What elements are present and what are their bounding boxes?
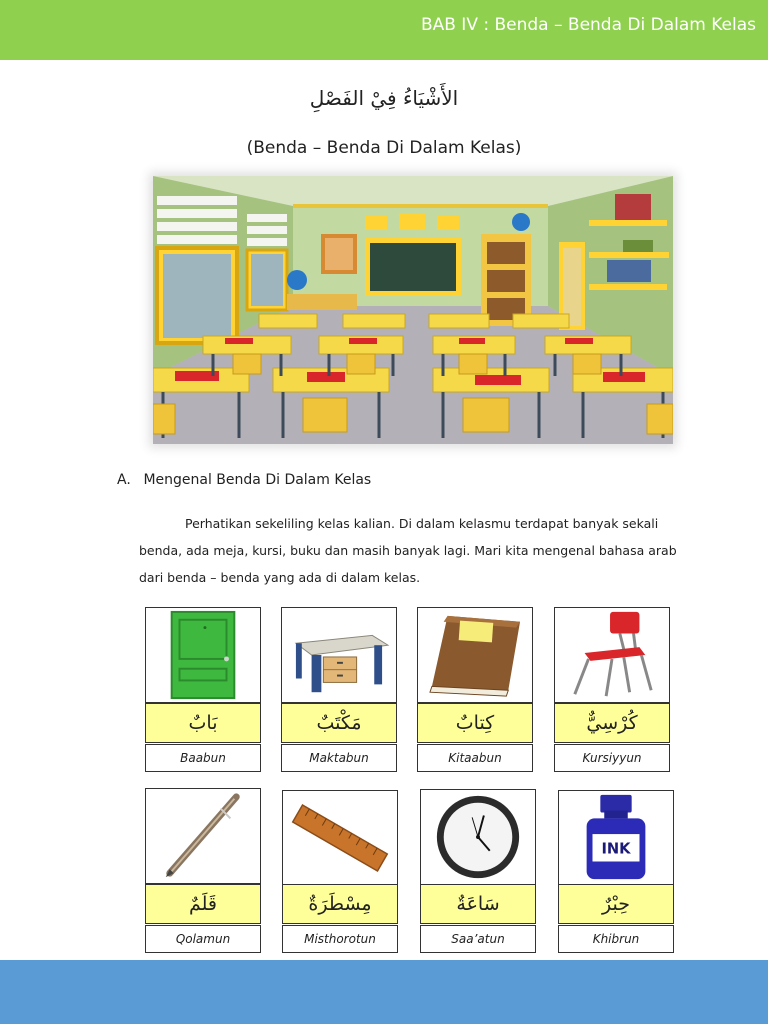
vocab-latin-pen: Qolamun (145, 925, 261, 953)
vocab-arabic-ruler: مِسْطَرَةٌ (282, 884, 398, 924)
ruler-icon (283, 791, 397, 885)
intro-paragraph-text: Perhatikan sekeliling kelas kalian. Di dalam kelasmu terdapat banyak sekali benda, ada meja, kursi, buku dan masih banyak lagi. Mari kita mengenal bahasa arab dari benda – benda yang ada di dalam kelas. (139, 516, 677, 585)
section-title: Mengenal Benda Di Dalam Kelas (143, 472, 372, 488)
footer-bar (0, 960, 768, 1024)
vocab-latin-desk: Maktabun (281, 744, 397, 772)
vocab-image-chair (554, 607, 670, 703)
vocab-arabic-ink: حِبْرٌ (558, 884, 674, 924)
vocab-image-ruler (282, 790, 398, 886)
pen-icon (146, 789, 260, 883)
vocab-image-desk (281, 607, 397, 703)
vocab-arabic-book: كِتابٌ (417, 703, 533, 743)
header-bar (0, 0, 768, 60)
vocab-arabic-door: بَابٌ (145, 703, 261, 743)
section-number: A. (117, 472, 131, 488)
vocab-arabic-pen: قَلَمٌ (145, 884, 261, 924)
vocab-image-ink (558, 790, 674, 886)
arabic-title: الأَشْيَاءُ فِيْ الفَصْلِ (309, 86, 459, 110)
ink-icon (559, 791, 673, 885)
ink-label: INK (601, 840, 631, 858)
door-icon (146, 608, 260, 702)
vocab-latin-chair: Kursiyyun (554, 744, 670, 772)
header-title: BAB IV : Benda – Benda Di Dalam Kelas (420, 15, 756, 35)
vocab-latin-ink: Khibrun (558, 925, 674, 953)
desk-icon (282, 608, 396, 702)
vocab-image-clock (420, 789, 536, 885)
page-subtitle: (Benda – Benda Di Dalam Kelas) (246, 138, 522, 158)
book-icon (418, 608, 532, 702)
clock-icon (421, 790, 535, 884)
chair-icon (555, 608, 669, 702)
vocab-latin-book: Kitaabun (417, 744, 533, 772)
vocab-arabic-chair: كُرْسِيٌّ (554, 703, 670, 743)
vocab-image-door (145, 607, 261, 703)
vocab-image-pen (145, 788, 261, 884)
classroom-illustration (153, 176, 673, 444)
vocab-image-book (417, 607, 533, 703)
section-heading (117, 472, 371, 488)
intro-paragraph (139, 510, 699, 591)
vocab-arabic-clock: سَاعَةٌ (420, 884, 536, 924)
vocab-latin-clock: Saa’atun (420, 925, 536, 953)
vocab-latin-door: Baabun (145, 744, 261, 772)
vocab-arabic-desk: مَكْتَبٌ (281, 703, 397, 743)
vocab-latin-ruler: Misthorotun (282, 925, 398, 953)
